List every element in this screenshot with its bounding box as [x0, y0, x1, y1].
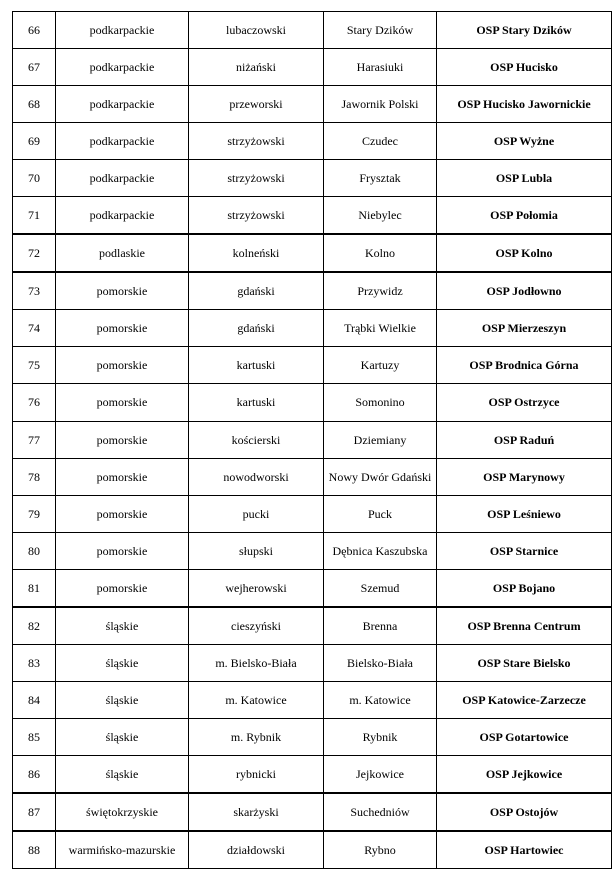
voivodeship-cell: podkarpackie — [56, 86, 189, 123]
table-row — [13, 234, 612, 272]
voivodeship-cell: podkarpackie — [56, 123, 189, 160]
municipality-cell: Somonino — [324, 384, 437, 421]
table-row — [13, 681, 612, 718]
row-number: 84 — [13, 681, 56, 718]
table-row — [13, 421, 612, 458]
table-row — [13, 495, 612, 532]
table-row — [13, 607, 612, 645]
osp-name-cell: OSP Ostrzyce — [437, 384, 612, 421]
voivodeship-cell: śląskie — [56, 755, 189, 793]
osp-name-cell: OSP Mierzeszyn — [437, 310, 612, 347]
table-row — [13, 160, 612, 197]
osp-name-cell: OSP Katowice-Zarzecze — [437, 681, 612, 718]
county-cell: strzyżowski — [189, 123, 324, 160]
row-number: 71 — [13, 197, 56, 235]
table-row — [13, 718, 612, 755]
osp-name-cell: OSP Stary Dzików — [437, 12, 612, 49]
voivodeship-cell: pomorskie — [56, 421, 189, 458]
row-number: 66 — [13, 12, 56, 49]
osp-name-cell: OSP Stare Bielsko — [437, 644, 612, 681]
row-number: 78 — [13, 458, 56, 495]
municipality-cell: Bielsko-Biała — [324, 644, 437, 681]
voivodeship-cell: pomorskie — [56, 272, 189, 310]
voivodeship-cell: podkarpackie — [56, 49, 189, 86]
osp-name-cell: OSP Wyżne — [437, 123, 612, 160]
osp-name-cell: OSP Lubla — [437, 160, 612, 197]
voivodeship-cell: pomorskie — [56, 458, 189, 495]
county-cell: słupski — [189, 532, 324, 569]
osp-name-cell: OSP Jodłowno — [437, 272, 612, 310]
osp-table — [12, 11, 612, 869]
voivodeship-cell: podkarpackie — [56, 12, 189, 49]
municipality-cell: Niebylec — [324, 197, 437, 235]
voivodeship-cell: pomorskie — [56, 384, 189, 421]
table-row — [13, 831, 612, 869]
table-row — [13, 755, 612, 793]
municipality-cell: Rybno — [324, 831, 437, 869]
municipality-cell: Frysztak — [324, 160, 437, 197]
voivodeship-cell: śląskie — [56, 644, 189, 681]
table-row — [13, 49, 612, 86]
row-number: 70 — [13, 160, 56, 197]
osp-name-cell: OSP Starnice — [437, 532, 612, 569]
table-row — [13, 86, 612, 123]
table-row — [13, 458, 612, 495]
row-number: 81 — [13, 569, 56, 607]
table-row — [13, 347, 612, 384]
voivodeship-cell: pomorskie — [56, 347, 189, 384]
municipality-cell: Kartuzy — [324, 347, 437, 384]
table-row — [13, 793, 612, 831]
county-cell: wejherowski — [189, 569, 324, 607]
municipality-cell: Puck — [324, 495, 437, 532]
table-row — [13, 532, 612, 569]
county-cell: przeworski — [189, 86, 324, 123]
row-number: 68 — [13, 86, 56, 123]
osp-name-cell: OSP Gotartowice — [437, 718, 612, 755]
row-number: 74 — [13, 310, 56, 347]
osp-name-cell: OSP Marynowy — [437, 458, 612, 495]
osp-name-cell: OSP Hartowiec — [437, 831, 612, 869]
county-cell: lubaczowski — [189, 12, 324, 49]
voivodeship-cell: śląskie — [56, 681, 189, 718]
municipality-cell: Jejkowice — [324, 755, 437, 793]
row-number: 80 — [13, 532, 56, 569]
municipality-cell: Szemud — [324, 569, 437, 607]
table-row — [13, 197, 612, 235]
county-cell: nowodworski — [189, 458, 324, 495]
voivodeship-cell: świętokrzyskie — [56, 793, 189, 831]
osp-name-cell: OSP Brenna Centrum — [437, 607, 612, 645]
county-cell: m. Bielsko-Biała — [189, 644, 324, 681]
voivodeship-cell: podkarpackie — [56, 160, 189, 197]
county-cell: m. Rybnik — [189, 718, 324, 755]
osp-name-cell: OSP Hucisko — [437, 49, 612, 86]
voivodeship-cell: podkarpackie — [56, 197, 189, 235]
row-number: 67 — [13, 49, 56, 86]
municipality-cell: Rybnik — [324, 718, 437, 755]
row-number: 76 — [13, 384, 56, 421]
municipality-cell: Harasiuki — [324, 49, 437, 86]
row-number: 87 — [13, 793, 56, 831]
osp-name-cell: OSP Jejkowice — [437, 755, 612, 793]
row-number: 86 — [13, 755, 56, 793]
municipality-cell: Dziemiany — [324, 421, 437, 458]
county-cell: pucki — [189, 495, 324, 532]
voivodeship-cell: śląskie — [56, 607, 189, 645]
row-number: 77 — [13, 421, 56, 458]
county-cell: kartuski — [189, 347, 324, 384]
voivodeship-cell: pomorskie — [56, 569, 189, 607]
table-row — [13, 569, 612, 607]
osp-table-body — [13, 12, 612, 869]
county-cell: kolneński — [189, 234, 324, 272]
table-row — [13, 12, 612, 49]
county-cell: gdański — [189, 310, 324, 347]
row-number: 72 — [13, 234, 56, 272]
row-number: 79 — [13, 495, 56, 532]
municipality-cell: Suchedniów — [324, 793, 437, 831]
municipality-cell: Czudec — [324, 123, 437, 160]
row-number: 73 — [13, 272, 56, 310]
county-cell: działdowski — [189, 831, 324, 869]
voivodeship-cell: pomorskie — [56, 310, 189, 347]
municipality-cell: Nowy Dwór Gdański — [324, 458, 437, 495]
municipality-cell: Stary Dzików — [324, 12, 437, 49]
osp-name-cell: OSP Brodnica Górna — [437, 347, 612, 384]
osp-name-cell: OSP Bojano — [437, 569, 612, 607]
table-row — [13, 310, 612, 347]
municipality-cell: Dębnica Kaszubska — [324, 532, 437, 569]
county-cell: m. Katowice — [189, 681, 324, 718]
county-cell: kościerski — [189, 421, 324, 458]
row-number: 69 — [13, 123, 56, 160]
osp-name-cell: OSP Raduń — [437, 421, 612, 458]
row-number: 82 — [13, 607, 56, 645]
voivodeship-cell: pomorskie — [56, 532, 189, 569]
row-number: 83 — [13, 644, 56, 681]
voivodeship-cell: pomorskie — [56, 495, 189, 532]
osp-name-cell: OSP Kolno — [437, 234, 612, 272]
municipality-cell: Przywidz — [324, 272, 437, 310]
osp-name-cell: OSP Leśniewo — [437, 495, 612, 532]
county-cell: niżański — [189, 49, 324, 86]
county-cell: rybnicki — [189, 755, 324, 793]
table-row — [13, 272, 612, 310]
county-cell: cieszyński — [189, 607, 324, 645]
municipality-cell: Jawornik Polski — [324, 86, 437, 123]
county-cell: gdański — [189, 272, 324, 310]
table-row — [13, 384, 612, 421]
row-number: 88 — [13, 831, 56, 869]
osp-name-cell: OSP Hucisko Jawornickie — [437, 86, 612, 123]
county-cell: kartuski — [189, 384, 324, 421]
municipality-cell: Brenna — [324, 607, 437, 645]
voivodeship-cell: warmińsko-mazurskie — [56, 831, 189, 869]
osp-name-cell: OSP Ostojów — [437, 793, 612, 831]
voivodeship-cell: podlaskie — [56, 234, 189, 272]
osp-name-cell: OSP Połomia — [437, 197, 612, 235]
table-row — [13, 123, 612, 160]
voivodeship-cell: śląskie — [56, 718, 189, 755]
row-number: 75 — [13, 347, 56, 384]
row-number: 85 — [13, 718, 56, 755]
county-cell: skarżyski — [189, 793, 324, 831]
county-cell: strzyżowski — [189, 197, 324, 235]
table-row — [13, 644, 612, 681]
county-cell: strzyżowski — [189, 160, 324, 197]
municipality-cell: Trąbki Wielkie — [324, 310, 437, 347]
municipality-cell: m. Katowice — [324, 681, 437, 718]
municipality-cell: Kolno — [324, 234, 437, 272]
